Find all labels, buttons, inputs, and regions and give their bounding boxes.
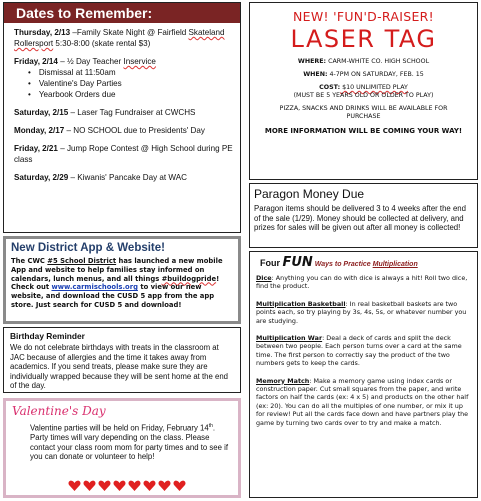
valentine-title: Valentine's Day [12, 404, 106, 418]
app-text-part: has launched a new mobile App and website to help families stay informed on calendars, lunch menus, and all things [11, 257, 223, 283]
entry-date: Friday, 2/21 [14, 144, 58, 153]
math-item-head: Dice [256, 274, 272, 282]
math-item-text: : Deal a deck of cards and split the deck between two people. Each person turns over a card at the same time. The first person to correctly say the product of the two numbers gets to keep the cards. [256, 334, 462, 368]
date-entry [14, 143, 234, 165]
heart-icon [98, 480, 111, 491]
cost-value: $10 UNLIMITED PLAY [340, 84, 408, 91]
app-text-part: to view our new website, and download the CUSD 5 app from the app store. Just search for CUSD 5 and download! [11, 283, 215, 309]
app-text [11, 257, 233, 310]
heart-icon [128, 480, 141, 491]
math-item-text: : Make a memory game using index cards or construction paper. Cut small squares from the paper, and write factors on half the cards (ex: 4 x 5) and products on the other half (ex: 20). You can do all the multiples of one number, or mix it up for review! Put all the cards face down and have partners play the game by turning two cards over to try and make a match. [256, 376, 469, 427]
paragon-text: Paragon items should be delivered 3 to 4 weeks after the end of the sale (1/29). Money should be collected at delivery, and prizes for sales will be given out after all money is collected! [254, 204, 466, 233]
entry-date: Saturday, 2/29 [14, 173, 69, 182]
heart-icon [83, 480, 96, 491]
entry-text: – NO SCHOOL due to Presidents' Day [64, 126, 205, 135]
math-item-head: Multiplication War [256, 334, 323, 343]
hashtag: #buildogpride [161, 274, 217, 283]
laser-tag-panel [249, 2, 478, 180]
entry-date: Friday, 2/14 [14, 57, 58, 66]
birthday-title: Birthday Reminder [10, 331, 85, 341]
when-value: 4-7PM ON SATURDAY, FEB. 15 [327, 71, 424, 78]
district-name: #5 School District [47, 257, 117, 265]
entry-text-underlined: Inservice [123, 57, 156, 66]
math-title-part: Four [260, 258, 283, 268]
hearts-row [68, 480, 186, 491]
math-item-head: Multiplication Basketball [256, 299, 346, 308]
laser-cost [250, 84, 477, 100]
laser-more-info: MORE INFORMATION WILL BE COMING YOUR WAY! [264, 127, 463, 135]
entry-text: – Jump Rope Contest @ High School during PE class [14, 144, 233, 164]
math-item [256, 300, 471, 325]
bullet-item: • Dismissal at 11:50am [28, 67, 234, 78]
where-value: CARM-WHITE CO. HIGH SCHOOL [326, 58, 430, 65]
entry-date: Saturday, 2/15 [14, 108, 69, 117]
valentine-text-part: Valentine parties will be held on Friday, February 14 [30, 423, 209, 433]
cost-label: COST: [319, 84, 341, 91]
entry-date: Monday, 2/17 [14, 126, 65, 135]
website-link[interactable]: www.carmischools.org [51, 283, 138, 292]
math-title-part: Ways to Practice [312, 261, 373, 268]
bullet-item: • Valentine's Day Parties [28, 78, 234, 89]
dates-title: Dates to Remember: [4, 3, 240, 23]
where-label: WHERE: [297, 58, 327, 65]
paragon-panel [249, 183, 478, 248]
laser-where [250, 58, 477, 66]
app-text-part: The CWC [11, 257, 48, 265]
paragon-title: Paragon Money Due [254, 187, 365, 201]
when-label: WHEN: [303, 71, 328, 78]
math-title [260, 255, 471, 270]
math-item [256, 377, 471, 427]
date-entry [14, 107, 234, 118]
entry-text: – Laser Tag Fundraiser at CWCHS [68, 108, 196, 117]
math-title-part: Multiplication [372, 261, 418, 268]
laser-title: LASER TAG [290, 25, 437, 53]
app-text-part: ! Check out [11, 274, 220, 292]
math-item [256, 274, 471, 291]
date-entry [14, 125, 234, 136]
date-entry [14, 172, 234, 183]
entry-bullets [28, 67, 234, 100]
heart-icon [143, 480, 156, 491]
app-title: New District App & Website! [11, 242, 165, 254]
district-app-panel [3, 236, 241, 324]
math-item-text: : In real basketball baskets are two points each, so try playing by 3s, 4s, 5s, or whatever number you are studying. [256, 299, 467, 325]
math-title-fun: FUN [282, 255, 313, 270]
heart-icon [158, 480, 171, 491]
laser-kicker: NEW! 'FUN'D-RAISER! [293, 9, 434, 24]
valentine-superscript: th [208, 423, 213, 429]
entry-text: – ½ Day Teacher [57, 57, 124, 66]
heart-icon [68, 480, 81, 491]
birthday-panel [3, 327, 241, 393]
laser-when [250, 71, 477, 79]
laser-food: PIZZA, SNACKS AND DRINKS WILL BE AVAILABLE FOR PURCHASE [279, 105, 448, 120]
valentine-text [12, 422, 232, 462]
math-panel [249, 251, 478, 498]
entry-text: – Kiwanis' Pancake Day at WAC [68, 173, 187, 182]
birthday-text: We do not celebrate birthdays with treats in the classroom at JAC because of allergies and the time it takes away from academics. If you send treats, please make sure they are individually wrapped because they will be sent home at the end of the day. [10, 343, 229, 390]
entry-text: –Family Skate Night @ Fairfield [70, 28, 189, 37]
entry-text-underlined: Skateland Rollersport [14, 28, 225, 48]
math-item-head: Memory Match [256, 376, 310, 385]
cost-note: (MUST BE 5 YEARS OLD OR OLDER TO PLAY) [293, 92, 434, 99]
valentine-panel [3, 398, 241, 498]
math-item-text: : Anything you can do with dice is always a hit! Roll two dice, find the product. [256, 274, 468, 291]
dates-to-remember-panel [3, 2, 241, 233]
entry-text: 5:30-8:00 (skate rental $3) [53, 39, 151, 48]
heart-icon [113, 480, 126, 491]
heart-icon [173, 480, 186, 491]
bullet-item: • Yearbook Orders due [28, 89, 234, 100]
math-item [256, 334, 471, 368]
valentine-text-part: . Party times will vary depending on the class. Please contact your class room mom for party times and to see if you can donate or volunteer to help! [30, 423, 229, 462]
entry-date: Thursday, 2/13 [14, 28, 71, 37]
date-entry [14, 56, 234, 100]
date-entry [14, 27, 234, 49]
